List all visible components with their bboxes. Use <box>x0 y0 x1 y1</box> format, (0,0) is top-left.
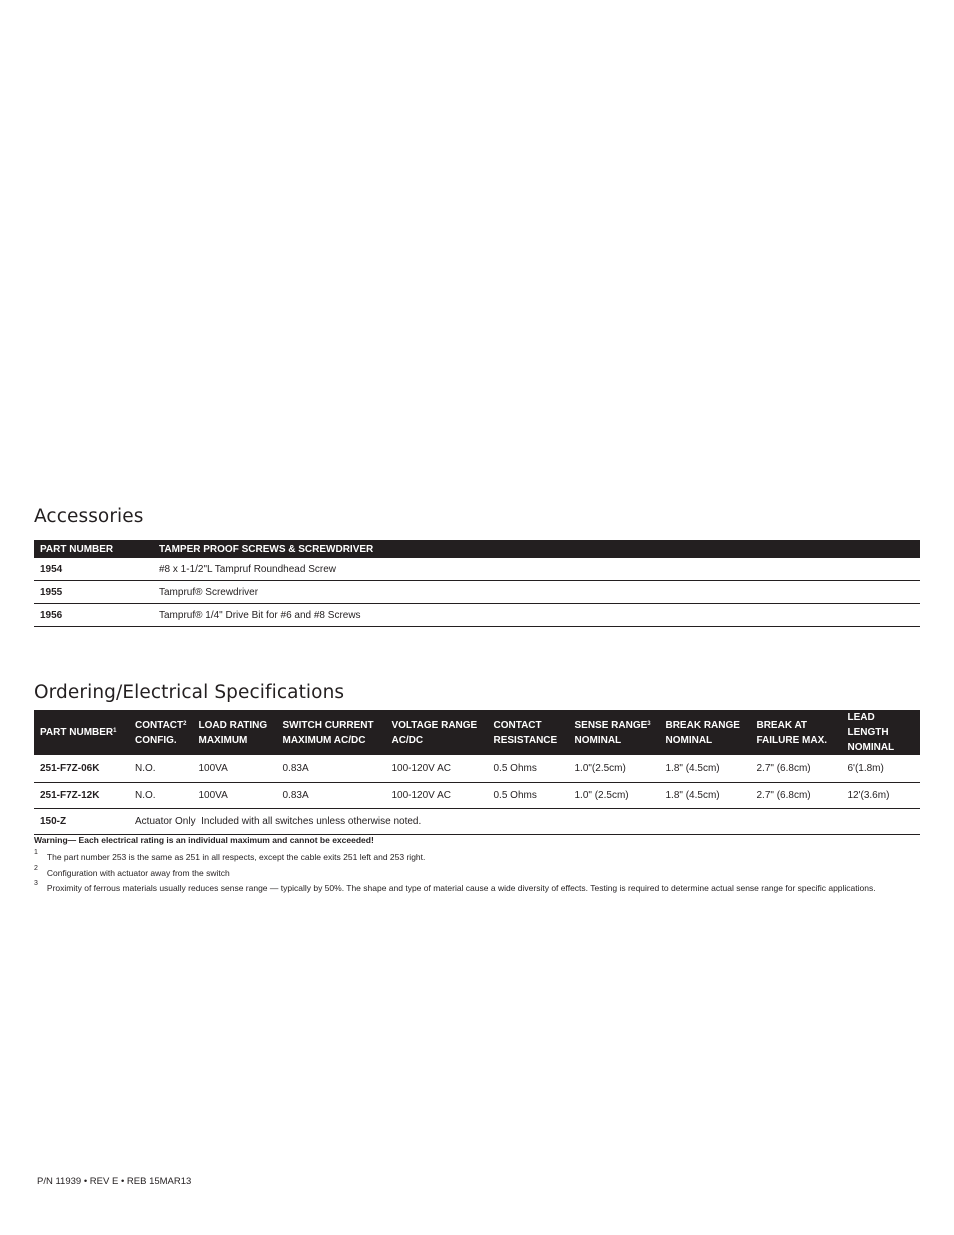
accessories-title: Accessories <box>34 506 144 527</box>
switch-current-cell: 0.83A <box>276 755 385 783</box>
break-failure-cell: 2.7" (6.8cm) <box>750 755 841 783</box>
footnote-number: 3 <box>34 880 38 887</box>
actuator-description-cell: Actuator Only Included with all switches unless otherwise noted. <box>129 809 920 835</box>
part-number-cell: 1956 <box>34 604 153 627</box>
col-header-line1: BREAK RANGE <box>665 719 740 731</box>
switch-current-cell: 0.83A <box>276 783 385 809</box>
accessories-table <box>34 540 920 627</box>
col-header-line2: MAXIMUM <box>198 734 248 746</box>
footnote-2 <box>34 867 230 878</box>
col-header-line1: SENSE RANGE <box>574 719 648 731</box>
break-failure-cell: 2.7" (6.8cm) <box>750 783 841 809</box>
footnote-number: 2 <box>34 865 38 872</box>
footnote-text: The part number 253 is the same as 251 in all respects, except the cable exits 251 left and 253 right. <box>46 851 426 862</box>
footnote-text: Proximity of ferrous materials usually reduces sense range — typically by 50%. The shape and type of material cause a wide diversity of effects. Testing is required to determine actual sense range for specific applications. <box>46 882 876 893</box>
contact-config-cell: N.O. <box>129 783 192 809</box>
load-rating-cell: 100VA <box>192 783 276 809</box>
table-row <box>34 558 920 581</box>
col-header-line1: CONTACT <box>135 719 184 731</box>
col-header-line1: LOAD RATING <box>198 719 268 731</box>
sense-range-cell: 1.0" (2.5cm) <box>568 783 659 809</box>
lead-length-cell: 6'(1.8m) <box>841 755 920 783</box>
footnote-text: Configuration with actuator away from the switch <box>46 867 230 878</box>
footnote-1 <box>34 851 425 862</box>
contact-resistance-cell: 0.5 Ohms <box>487 783 568 809</box>
table-row <box>34 809 920 835</box>
part-number-cell: 1954 <box>34 558 153 581</box>
col-header <box>129 710 192 755</box>
col-header <box>487 710 568 755</box>
table-row <box>34 755 920 783</box>
specs-table <box>34 710 920 835</box>
col-header-line2: MAXIMUM AC/DC <box>282 734 366 746</box>
col-header <box>659 710 750 755</box>
col-header-line2: AC/DC <box>391 734 424 746</box>
col-header <box>568 710 659 755</box>
col-header-line1: SWITCH CURRENT <box>282 719 374 731</box>
col-header-line2: NOMINAL <box>847 742 895 753</box>
lead-length-cell: 12'(3.6m) <box>841 783 920 809</box>
voltage-range-cell: 100-120V AC <box>385 755 487 783</box>
col-header <box>276 710 385 755</box>
accessories-header-row <box>34 540 920 558</box>
footer-part-number: P/N 11939 • REV E • REB 15MAR13 <box>37 1176 192 1187</box>
footnote-ref: 2 <box>183 720 187 727</box>
col-header <box>34 710 129 755</box>
table-row <box>34 581 920 604</box>
footnote-ref: 1 <box>113 728 117 734</box>
col-header-line1: BREAK AT <box>756 719 808 731</box>
contact-resistance-cell: 0.5 Ohms <box>487 755 568 783</box>
description-cell: Tampruf® 1/4" Drive Bit for #6 and #8 Screws <box>153 604 920 627</box>
specs-header-row <box>34 710 920 755</box>
part-number-cell: 251-F7Z-12K <box>34 783 129 809</box>
col-header <box>385 710 487 755</box>
description-cell: #8 x 1-1/2"L Tampruf Roundhead Screw <box>153 558 920 581</box>
col-header-line2: RESISTANCE <box>493 734 558 746</box>
description-cell: Tampruf® Screwdriver <box>153 581 920 604</box>
voltage-range-cell: 100-120V AC <box>385 783 487 809</box>
col-header-line2: NOMINAL <box>574 734 622 746</box>
col-header-line1: VOLTAGE RANGE <box>391 719 478 731</box>
col-header-line2: NOMINAL <box>665 734 713 746</box>
col-header <box>750 710 841 755</box>
specs-title: Ordering/Electrical Specifications <box>34 682 345 703</box>
col-header <box>192 710 276 755</box>
break-range-cell: 1.8" (4.5cm) <box>659 783 750 809</box>
footnote-number: 1 <box>34 849 38 856</box>
part-number-cell: 150-Z <box>34 809 129 835</box>
break-range-cell: 1.8" (4.5cm) <box>659 755 750 783</box>
col-header-line1: LEAD LENGTH <box>847 712 889 738</box>
part-number-cell: 1955 <box>34 581 153 604</box>
table-row <box>34 604 920 627</box>
col-header <box>841 710 920 755</box>
table-row <box>34 783 920 809</box>
contact-config-cell: N.O. <box>129 755 192 783</box>
footnote-ref: 3 <box>647 720 651 727</box>
col-header-line1: PART NUMBER <box>40 727 114 738</box>
warning-note: Warning— Each electrical rating is an individual maximum and cannot be exceeded! <box>34 835 374 845</box>
col-header-line2: CONFIG. <box>135 734 177 746</box>
col-header-line2: FAILURE MAX. <box>756 734 828 746</box>
footnote-3 <box>34 882 876 893</box>
col-header-tamper-proof: TAMPER PROOF SCREWS & SCREWDRIVER <box>153 540 920 558</box>
col-header-line1: CONTACT <box>493 719 542 731</box>
load-rating-cell: 100VA <box>192 755 276 783</box>
col-header-part-number: PART NUMBER <box>34 540 153 558</box>
sense-range-cell: 1.0"(2.5cm) <box>568 755 659 783</box>
part-number-cell: 251-F7Z-06K <box>34 755 129 783</box>
